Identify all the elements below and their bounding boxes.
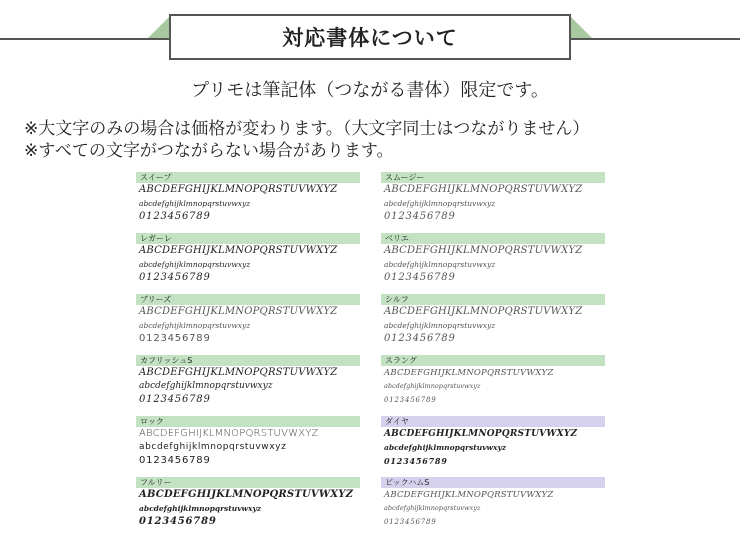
sample-uppercase: ABCDEFGHIJKLMNOPQRSTUVWXYZ: [139, 184, 338, 195]
page-title: 対応書体について: [169, 14, 571, 60]
font-name-label: ビックハムS: [381, 477, 605, 488]
sample-uppercase: ABCDEFGHIJKLMNOPQRSTUVWXYZ: [139, 428, 319, 439]
font-name-label: スイープ: [136, 172, 360, 183]
font-name-label: ダイヤ: [381, 416, 605, 427]
sample-lowercase: abcdefghijklmnopqrstuvwxyz: [139, 321, 251, 330]
font-card-slang: [381, 355, 605, 415]
sample-lowercase: abcdefghijklmnopqrstuvwxyz: [139, 199, 251, 208]
font-name-label: ロック: [136, 416, 360, 427]
sample-uppercase: ABCDEFGHIJKLMNOPQRSTUVWXYZ: [139, 245, 338, 256]
sample-lowercase: abcdefghijklmnopqrstuvwxyz: [139, 442, 287, 452]
sample-uppercase: ABCDEFGHIJKLMNOPQRSTUVWXYZ: [384, 306, 583, 317]
font-card-sweep: [136, 172, 360, 232]
font-name-label: ブリーズ: [136, 294, 360, 305]
font-name-label: レガーレ: [136, 233, 360, 244]
font-name-label: スムージー: [381, 172, 605, 183]
sample-lowercase: abcdefghijklmnopqrstuvwxyz: [384, 382, 481, 390]
sample-digits: 0123456789: [139, 272, 211, 283]
sample-uppercase: ABCDEFGHIJKLMNOPQRSTUVWXYZ: [139, 489, 354, 500]
sample-digits: 0123456789: [384, 333, 456, 344]
title-rule-left: [0, 38, 170, 40]
font-card-fleury: [136, 477, 360, 537]
sample-digits: 0123456789: [384, 518, 437, 526]
font-card-berie: [381, 233, 605, 293]
font-name-label: カフリッシュS: [136, 355, 360, 366]
sample-digits: 0123456789: [384, 211, 456, 222]
sample-uppercase: ABCDEFGHIJKLMNOPQRSTUVWXYZ: [384, 184, 583, 195]
sample-uppercase: ABCDEFGHIJKLMNOPQRSTUVWXYZ: [384, 245, 583, 256]
font-name-label: フルリー: [136, 477, 360, 488]
sample-lowercase: abcdefghijklmnopqrstuvwxyz: [384, 504, 481, 512]
title-banner: [0, 12, 740, 64]
title-corner-left-icon: [148, 16, 170, 38]
title-corner-right-icon: [570, 16, 592, 38]
sample-digits: 0123456789: [384, 272, 456, 283]
font-card-smoothie: [381, 172, 605, 232]
sample-digits: 0123456789: [139, 211, 211, 222]
font-name-label: ベリエ: [381, 233, 605, 244]
sample-uppercase: ABCDEFGHIJKLMNOPQRSTUVWXYZ: [384, 429, 578, 439]
font-card-rock: [136, 416, 360, 476]
sample-lowercase: abcdefghijklmnopqrstuvwxyz: [139, 260, 251, 269]
sample-digits: 0123456789: [139, 516, 217, 527]
note-uppercase: ※大文字のみの場合は価格が変わります。（大文字同士はつながりません）: [24, 119, 590, 139]
sample-digits: 0123456789: [139, 394, 211, 405]
sample-uppercase: ABCDEFGHIJKLMNOPQRSTUVWXYZ: [139, 306, 338, 317]
subtitle: プリモは筆記体（つながる書体）限定です。: [191, 80, 549, 101]
font-card-legare: [136, 233, 360, 293]
sample-lowercase: abcdefghijklmnopqrstuvwxyz: [139, 381, 273, 391]
sample-uppercase: ABCDEFGHIJKLMNOPQRSTUVWXYZ: [384, 368, 554, 378]
font-card-bickham: [381, 477, 605, 537]
sample-digits: 0123456789: [139, 333, 211, 344]
font-sample-grid: [136, 172, 606, 540]
note-connection: ※すべての文字がつながらない場合があります。: [24, 141, 394, 161]
sample-lowercase: abcdefghijklmnopqrstuvwxyz: [384, 260, 496, 269]
sample-lowercase: abcdefghijklmnopqrstuvwxyz: [384, 443, 507, 452]
sample-digits: 0123456789: [384, 396, 437, 404]
font-card-caflisch: [136, 355, 360, 415]
font-name-label: シルフ: [381, 294, 605, 305]
title-rule-right: [570, 38, 740, 40]
sample-digits: 0123456789: [139, 455, 211, 466]
sample-digits: 0123456789: [384, 456, 448, 466]
font-card-breeze: [136, 294, 360, 354]
sample-lowercase: abcdefghijklmnopqrstuvwxyz: [384, 321, 496, 330]
sample-lowercase: abcdefghijklmnopqrstuvwxyz: [139, 504, 262, 513]
sample-uppercase: ABCDEFGHIJKLMNOPQRSTUVWXYZ: [384, 490, 554, 500]
font-card-sylph: [381, 294, 605, 354]
sample-lowercase: abcdefghijklmnopqrstuvwxyz: [384, 199, 496, 208]
font-name-label: スラング: [381, 355, 605, 366]
font-card-diamond: [381, 416, 605, 476]
sample-uppercase: ABCDEFGHIJKLMNOPQRSTUVWXYZ: [139, 367, 338, 378]
